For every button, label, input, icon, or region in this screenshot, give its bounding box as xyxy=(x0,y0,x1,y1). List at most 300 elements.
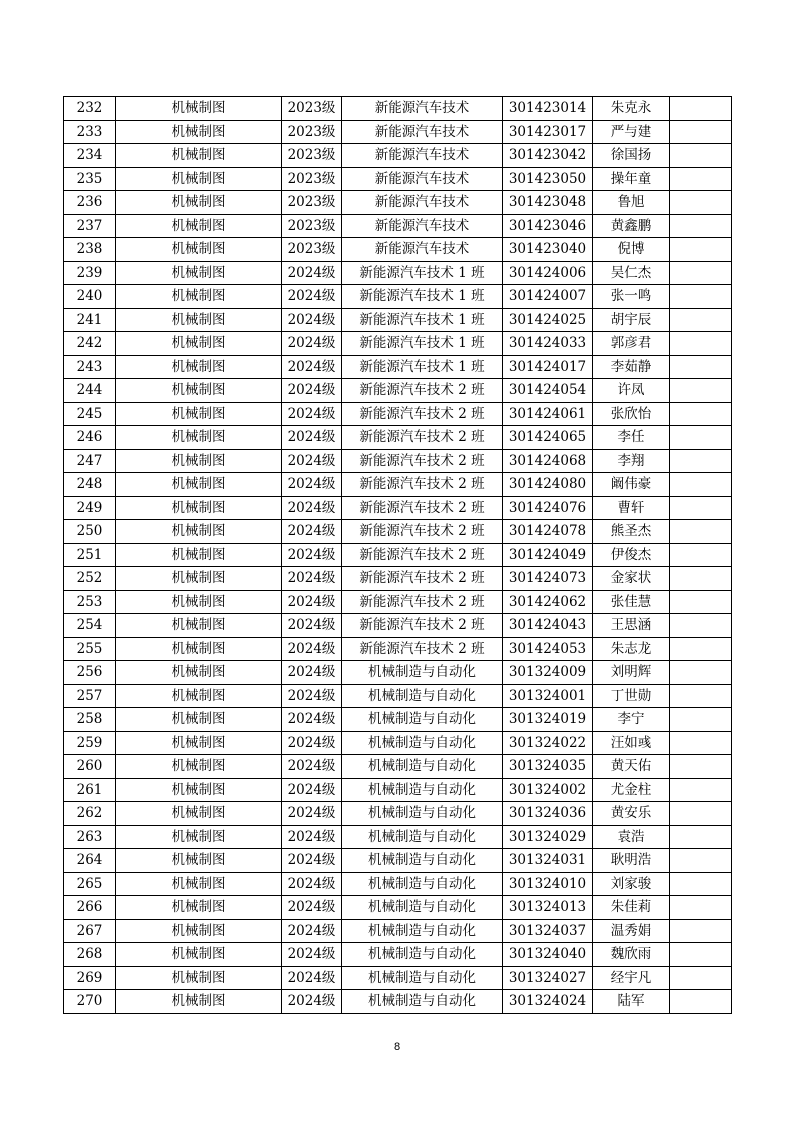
grade-cell: 2023级 xyxy=(282,238,342,262)
student-name-cell: 汪如彧 xyxy=(593,731,670,755)
grade-cell: 2024级 xyxy=(282,708,342,732)
student-name-cell: 朱志龙 xyxy=(593,637,670,661)
student-id-cell: 301324010 xyxy=(503,872,593,896)
row-number-cell: 242 xyxy=(64,332,116,356)
row-number-cell: 234 xyxy=(64,144,116,168)
student-id-cell: 301424062 xyxy=(503,590,593,614)
table-row xyxy=(64,825,732,849)
note-cell xyxy=(670,614,732,638)
grade-cell: 2024级 xyxy=(282,755,342,779)
major-cell: 新能源汽车技术 2 班 xyxy=(342,637,503,661)
course-cell: 机械制图 xyxy=(116,849,282,873)
grade-cell: 2024级 xyxy=(282,355,342,379)
grade-cell: 2024级 xyxy=(282,778,342,802)
row-number-cell: 257 xyxy=(64,684,116,708)
table-row xyxy=(64,543,732,567)
row-number-cell: 256 xyxy=(64,661,116,685)
grade-cell: 2024级 xyxy=(282,684,342,708)
student-id-cell: 301423014 xyxy=(503,97,593,121)
table-row xyxy=(64,896,732,920)
note-cell xyxy=(670,332,732,356)
note-cell xyxy=(670,379,732,403)
major-cell: 新能源汽车技术 xyxy=(342,97,503,121)
note-cell xyxy=(670,543,732,567)
student-name-cell: 伊俊杰 xyxy=(593,543,670,567)
student-name-cell: 黄安乐 xyxy=(593,802,670,826)
student-id-cell: 301324035 xyxy=(503,755,593,779)
student-id-cell: 301423017 xyxy=(503,120,593,144)
row-number-cell: 254 xyxy=(64,614,116,638)
major-cell: 机械制造与自动化 xyxy=(342,825,503,849)
student-name-cell: 李茹静 xyxy=(593,355,670,379)
note-cell xyxy=(670,966,732,990)
student-id-cell: 301423048 xyxy=(503,191,593,215)
student-id-cell: 301324037 xyxy=(503,919,593,943)
table-row xyxy=(64,708,732,732)
major-cell: 新能源汽车技术 2 班 xyxy=(342,473,503,497)
grade-cell: 2023级 xyxy=(282,214,342,238)
course-cell: 机械制图 xyxy=(116,332,282,356)
major-cell: 新能源汽车技术 2 班 xyxy=(342,379,503,403)
course-cell: 机械制图 xyxy=(116,567,282,591)
note-cell xyxy=(670,167,732,191)
grade-cell: 2024级 xyxy=(282,473,342,497)
student-id-cell: 301324022 xyxy=(503,731,593,755)
major-cell: 机械制造与自动化 xyxy=(342,943,503,967)
note-cell xyxy=(670,144,732,168)
grade-cell: 2024级 xyxy=(282,943,342,967)
row-number-cell: 258 xyxy=(64,708,116,732)
note-cell xyxy=(670,402,732,426)
course-cell: 机械制图 xyxy=(116,496,282,520)
grade-cell: 2024级 xyxy=(282,332,342,356)
student-name-cell: 陆军 xyxy=(593,990,670,1014)
grade-cell: 2024级 xyxy=(282,520,342,544)
major-cell: 机械制造与自动化 xyxy=(342,778,503,802)
note-cell xyxy=(670,802,732,826)
table-row xyxy=(64,332,732,356)
student-name-cell: 经宇凡 xyxy=(593,966,670,990)
student-name-cell: 徐国扬 xyxy=(593,144,670,168)
table-row xyxy=(64,97,732,121)
note-cell xyxy=(670,731,732,755)
student-id-cell: 301423046 xyxy=(503,214,593,238)
student-id-cell: 301324013 xyxy=(503,896,593,920)
major-cell: 新能源汽车技术 2 班 xyxy=(342,426,503,450)
major-cell: 机械制造与自动化 xyxy=(342,990,503,1014)
table-row xyxy=(64,191,732,215)
major-cell: 新能源汽车技术 1 班 xyxy=(342,355,503,379)
page-number: 8 xyxy=(393,1041,401,1053)
grade-cell: 2024级 xyxy=(282,990,342,1014)
note-cell xyxy=(670,661,732,685)
student-id-cell: 301324036 xyxy=(503,802,593,826)
note-cell xyxy=(670,449,732,473)
note-cell xyxy=(670,520,732,544)
major-cell: 机械制造与自动化 xyxy=(342,708,503,732)
roster-body xyxy=(64,97,732,1014)
course-cell: 机械制图 xyxy=(116,379,282,403)
student-id-cell: 301324029 xyxy=(503,825,593,849)
course-cell: 机械制图 xyxy=(116,778,282,802)
note-cell xyxy=(670,214,732,238)
course-cell: 机械制图 xyxy=(116,308,282,332)
grade-cell: 2024级 xyxy=(282,637,342,661)
student-name-cell: 刘明辉 xyxy=(593,661,670,685)
row-number-cell: 252 xyxy=(64,567,116,591)
student-id-cell: 301324040 xyxy=(503,943,593,967)
grade-cell: 2024级 xyxy=(282,496,342,520)
student-name-cell: 丁世勋 xyxy=(593,684,670,708)
grade-cell: 2024级 xyxy=(282,543,342,567)
grade-cell: 2024级 xyxy=(282,849,342,873)
major-cell: 新能源汽车技术 xyxy=(342,191,503,215)
table-row xyxy=(64,402,732,426)
grade-cell: 2024级 xyxy=(282,402,342,426)
student-id-cell: 301424043 xyxy=(503,614,593,638)
table-row xyxy=(64,943,732,967)
table-row xyxy=(64,637,732,661)
grade-cell: 2024级 xyxy=(282,285,342,309)
major-cell: 机械制造与自动化 xyxy=(342,966,503,990)
grade-cell: 2024级 xyxy=(282,590,342,614)
student-name-cell: 严与建 xyxy=(593,120,670,144)
table-row xyxy=(64,261,732,285)
course-cell: 机械制图 xyxy=(116,661,282,685)
student-name-cell: 曹轩 xyxy=(593,496,670,520)
row-number-cell: 244 xyxy=(64,379,116,403)
note-cell xyxy=(670,97,732,121)
major-cell: 新能源汽车技术 xyxy=(342,144,503,168)
course-cell: 机械制图 xyxy=(116,285,282,309)
note-cell xyxy=(670,919,732,943)
major-cell: 新能源汽车技术 2 班 xyxy=(342,567,503,591)
student-id-cell: 301324019 xyxy=(503,708,593,732)
course-cell: 机械制图 xyxy=(116,802,282,826)
table-row xyxy=(64,238,732,262)
grade-cell: 2024级 xyxy=(282,261,342,285)
table-row xyxy=(64,778,732,802)
course-cell: 机械制图 xyxy=(116,191,282,215)
table-row xyxy=(64,872,732,896)
grade-cell: 2024级 xyxy=(282,379,342,403)
row-number-cell: 238 xyxy=(64,238,116,262)
grade-cell: 2024级 xyxy=(282,567,342,591)
student-name-cell: 刘家骏 xyxy=(593,872,670,896)
course-cell: 机械制图 xyxy=(116,966,282,990)
course-cell: 机械制图 xyxy=(116,238,282,262)
table-row xyxy=(64,473,732,497)
grade-cell: 2024级 xyxy=(282,919,342,943)
row-number-cell: 249 xyxy=(64,496,116,520)
row-number-cell: 248 xyxy=(64,473,116,497)
major-cell: 机械制造与自动化 xyxy=(342,802,503,826)
grade-cell: 2023级 xyxy=(282,120,342,144)
student-id-cell: 301324002 xyxy=(503,778,593,802)
row-number-cell: 265 xyxy=(64,872,116,896)
major-cell: 机械制造与自动化 xyxy=(342,872,503,896)
major-cell: 机械制造与自动化 xyxy=(342,919,503,943)
grade-cell: 2024级 xyxy=(282,449,342,473)
note-cell xyxy=(670,849,732,873)
student-name-cell: 操年童 xyxy=(593,167,670,191)
table-row xyxy=(64,120,732,144)
table-row xyxy=(64,731,732,755)
table-row xyxy=(64,308,732,332)
note-cell xyxy=(670,426,732,450)
course-cell: 机械制图 xyxy=(116,97,282,121)
student-name-cell: 吴仁杰 xyxy=(593,261,670,285)
student-name-cell: 张欣怡 xyxy=(593,402,670,426)
student-id-cell: 301424065 xyxy=(503,426,593,450)
note-cell xyxy=(670,825,732,849)
note-cell xyxy=(670,637,732,661)
major-cell: 新能源汽车技术 1 班 xyxy=(342,285,503,309)
major-cell: 新能源汽车技术 xyxy=(342,214,503,238)
course-cell: 机械制图 xyxy=(116,520,282,544)
major-cell: 机械制造与自动化 xyxy=(342,684,503,708)
note-cell xyxy=(670,285,732,309)
table-row xyxy=(64,990,732,1014)
row-number-cell: 247 xyxy=(64,449,116,473)
note-cell xyxy=(670,567,732,591)
row-number-cell: 261 xyxy=(64,778,116,802)
student-roster-table xyxy=(63,96,732,1014)
row-number-cell: 236 xyxy=(64,191,116,215)
note-cell xyxy=(670,708,732,732)
student-id-cell: 301424054 xyxy=(503,379,593,403)
row-number-cell: 268 xyxy=(64,943,116,967)
student-id-cell: 301423040 xyxy=(503,238,593,262)
student-name-cell: 阚伟豪 xyxy=(593,473,670,497)
course-cell: 机械制图 xyxy=(116,473,282,497)
row-number-cell: 264 xyxy=(64,849,116,873)
course-cell: 机械制图 xyxy=(116,943,282,967)
table-row xyxy=(64,849,732,873)
student-id-cell: 301324031 xyxy=(503,849,593,873)
note-cell xyxy=(670,261,732,285)
student-name-cell: 胡宇辰 xyxy=(593,308,670,332)
note-cell xyxy=(670,496,732,520)
row-number-cell: 260 xyxy=(64,755,116,779)
table-row xyxy=(64,590,732,614)
student-id-cell: 301424007 xyxy=(503,285,593,309)
row-number-cell: 263 xyxy=(64,825,116,849)
course-cell: 机械制图 xyxy=(116,896,282,920)
note-cell xyxy=(670,872,732,896)
table-row xyxy=(64,355,732,379)
note-cell xyxy=(670,120,732,144)
note-cell xyxy=(670,943,732,967)
student-id-cell: 301424061 xyxy=(503,402,593,426)
student-id-cell: 301424076 xyxy=(503,496,593,520)
grade-cell: 2024级 xyxy=(282,731,342,755)
major-cell: 机械制造与自动化 xyxy=(342,896,503,920)
student-id-cell: 301424068 xyxy=(503,449,593,473)
course-cell: 机械制图 xyxy=(116,355,282,379)
grade-cell: 2024级 xyxy=(282,825,342,849)
course-cell: 机械制图 xyxy=(116,214,282,238)
student-name-cell: 李宁 xyxy=(593,708,670,732)
major-cell: 新能源汽车技术 1 班 xyxy=(342,332,503,356)
table-row xyxy=(64,684,732,708)
row-number-cell: 266 xyxy=(64,896,116,920)
student-id-cell: 301424053 xyxy=(503,637,593,661)
course-cell: 机械制图 xyxy=(116,144,282,168)
student-name-cell: 耿明浩 xyxy=(593,849,670,873)
course-cell: 机械制图 xyxy=(116,120,282,144)
note-cell xyxy=(670,778,732,802)
major-cell: 新能源汽车技术 2 班 xyxy=(342,614,503,638)
student-name-cell: 朱克永 xyxy=(593,97,670,121)
row-number-cell: 245 xyxy=(64,402,116,426)
table-row xyxy=(64,449,732,473)
student-id-cell: 301423042 xyxy=(503,144,593,168)
note-cell xyxy=(670,590,732,614)
course-cell: 机械制图 xyxy=(116,872,282,896)
row-number-cell: 246 xyxy=(64,426,116,450)
course-cell: 机械制图 xyxy=(116,919,282,943)
row-number-cell: 253 xyxy=(64,590,116,614)
table-row xyxy=(64,167,732,191)
row-number-cell: 251 xyxy=(64,543,116,567)
grade-cell: 2024级 xyxy=(282,896,342,920)
student-name-cell: 王思涵 xyxy=(593,614,670,638)
course-cell: 机械制图 xyxy=(116,637,282,661)
table-row xyxy=(64,379,732,403)
row-number-cell: 250 xyxy=(64,520,116,544)
grade-cell: 2024级 xyxy=(282,872,342,896)
student-id-cell: 301424078 xyxy=(503,520,593,544)
major-cell: 新能源汽车技术 2 班 xyxy=(342,590,503,614)
note-cell xyxy=(670,684,732,708)
student-id-cell: 301324024 xyxy=(503,990,593,1014)
row-number-cell: 237 xyxy=(64,214,116,238)
course-cell: 机械制图 xyxy=(116,402,282,426)
course-cell: 机械制图 xyxy=(116,990,282,1014)
student-name-cell: 张佳慧 xyxy=(593,590,670,614)
course-cell: 机械制图 xyxy=(116,426,282,450)
table-row xyxy=(64,661,732,685)
student-name-cell: 许凤 xyxy=(593,379,670,403)
table-row xyxy=(64,802,732,826)
course-cell: 机械制图 xyxy=(116,261,282,285)
grade-cell: 2023级 xyxy=(282,97,342,121)
course-cell: 机械制图 xyxy=(116,825,282,849)
major-cell: 新能源汽车技术 xyxy=(342,120,503,144)
row-number-cell: 243 xyxy=(64,355,116,379)
student-name-cell: 黄天佑 xyxy=(593,755,670,779)
note-cell xyxy=(670,191,732,215)
course-cell: 机械制图 xyxy=(116,590,282,614)
row-number-cell: 232 xyxy=(64,97,116,121)
student-name-cell: 尤金柱 xyxy=(593,778,670,802)
note-cell xyxy=(670,308,732,332)
student-name-cell: 鲁旭 xyxy=(593,191,670,215)
student-id-cell: 301424017 xyxy=(503,355,593,379)
row-number-cell: 241 xyxy=(64,308,116,332)
grade-cell: 2024级 xyxy=(282,802,342,826)
major-cell: 新能源汽车技术 2 班 xyxy=(342,402,503,426)
student-id-cell: 301423050 xyxy=(503,167,593,191)
table-row xyxy=(64,285,732,309)
table-row xyxy=(64,214,732,238)
table-row xyxy=(64,755,732,779)
major-cell: 新能源汽车技术 1 班 xyxy=(342,261,503,285)
table-row xyxy=(64,919,732,943)
student-id-cell: 301424025 xyxy=(503,308,593,332)
grade-cell: 2023级 xyxy=(282,144,342,168)
major-cell: 机械制造与自动化 xyxy=(342,755,503,779)
major-cell: 新能源汽车技术 2 班 xyxy=(342,496,503,520)
course-cell: 机械制图 xyxy=(116,449,282,473)
major-cell: 机械制造与自动化 xyxy=(342,731,503,755)
grade-cell: 2024级 xyxy=(282,614,342,638)
table-row xyxy=(64,496,732,520)
grade-cell: 2024级 xyxy=(282,661,342,685)
course-cell: 机械制图 xyxy=(116,167,282,191)
row-number-cell: 240 xyxy=(64,285,116,309)
major-cell: 新能源汽车技术 2 班 xyxy=(342,449,503,473)
note-cell xyxy=(670,473,732,497)
student-name-cell: 温秀娟 xyxy=(593,919,670,943)
course-cell: 机械制图 xyxy=(116,543,282,567)
row-number-cell: 269 xyxy=(64,966,116,990)
note-cell xyxy=(670,896,732,920)
note-cell xyxy=(670,238,732,262)
student-id-cell: 301324001 xyxy=(503,684,593,708)
student-id-cell: 301424049 xyxy=(503,543,593,567)
course-cell: 机械制图 xyxy=(116,684,282,708)
major-cell: 新能源汽车技术 xyxy=(342,167,503,191)
row-number-cell: 259 xyxy=(64,731,116,755)
student-id-cell: 301424073 xyxy=(503,567,593,591)
row-number-cell: 235 xyxy=(64,167,116,191)
major-cell: 新能源汽车技术 2 班 xyxy=(342,520,503,544)
student-name-cell: 袁浩 xyxy=(593,825,670,849)
student-name-cell: 李翔 xyxy=(593,449,670,473)
major-cell: 机械制造与自动化 xyxy=(342,661,503,685)
table-row xyxy=(64,426,732,450)
major-cell: 新能源汽车技术 2 班 xyxy=(342,543,503,567)
row-number-cell: 262 xyxy=(64,802,116,826)
student-name-cell: 李任 xyxy=(593,426,670,450)
student-name-cell: 熊圣杰 xyxy=(593,520,670,544)
major-cell: 机械制造与自动化 xyxy=(342,849,503,873)
note-cell xyxy=(670,755,732,779)
student-id-cell: 301424033 xyxy=(503,332,593,356)
table-row xyxy=(64,966,732,990)
student-name-cell: 张一鸣 xyxy=(593,285,670,309)
row-number-cell: 233 xyxy=(64,120,116,144)
table-row xyxy=(64,144,732,168)
row-number-cell: 255 xyxy=(64,637,116,661)
row-number-cell: 267 xyxy=(64,919,116,943)
student-name-cell: 黄鑫鹏 xyxy=(593,214,670,238)
grade-cell: 2024级 xyxy=(282,308,342,332)
student-name-cell: 倪博 xyxy=(593,238,670,262)
student-id-cell: 301324009 xyxy=(503,661,593,685)
student-id-cell: 301424080 xyxy=(503,473,593,497)
note-cell xyxy=(670,990,732,1014)
student-name-cell: 郭彦君 xyxy=(593,332,670,356)
student-id-cell: 301324027 xyxy=(503,966,593,990)
row-number-cell: 270 xyxy=(64,990,116,1014)
student-name-cell: 魏欣雨 xyxy=(593,943,670,967)
table-row xyxy=(64,614,732,638)
student-name-cell: 朱佳莉 xyxy=(593,896,670,920)
grade-cell: 2023级 xyxy=(282,167,342,191)
